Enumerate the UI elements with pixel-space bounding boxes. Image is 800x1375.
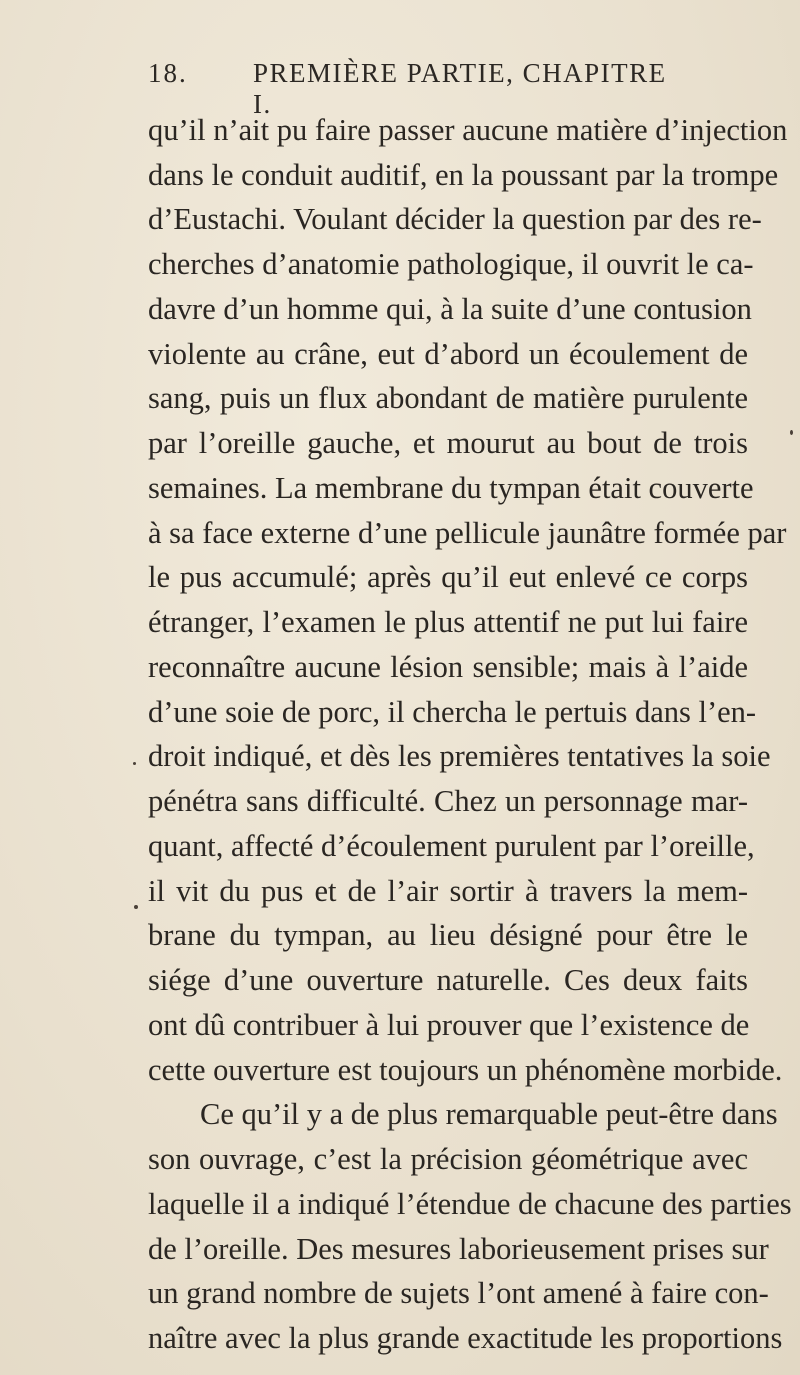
paragraph-start-line: Ce qu’il y a de plus remarquable peut-être dans <box>200 1097 778 1131</box>
text-line: droit indiqué, et dès les premières tentatives la soie <box>148 739 771 773</box>
text-line: d’une soie de porc, il chercha le pertuis dans l’en- <box>148 695 757 729</box>
paper-speck <box>134 905 138 909</box>
text-line: son ouvrage, c’est la précision géométrique avec <box>148 1142 748 1176</box>
text-line: cette ouverture est toujours un phénomène morbide. <box>148 1053 783 1087</box>
page-number: 18. <box>148 58 188 88</box>
text-line: reconnaître aucune lésion sensible; mais à l’aide <box>148 650 748 684</box>
text-line: quant, affecté d’écoulement purulent par l’oreille, <box>148 829 755 863</box>
text-line: qu’il n’ait pu faire passer aucune matière d’injection <box>148 113 788 147</box>
text-line: davre d’un homme qui, à la suite d’une contusion <box>148 292 752 326</box>
text-line: un grand nombre de sujets l’ont amené à faire con- <box>148 1276 769 1310</box>
text-line: cherches d’anatomie pathologique, il ouvrit le ca- <box>148 247 754 281</box>
text-line: ont dû contribuer à lui prouver que l’existence de <box>148 1008 750 1042</box>
text-line: brane du tympan, au lieu désigné pour être le <box>148 918 748 952</box>
text-line: d’Eustachi. Voulant décider la question par des re- <box>148 202 762 236</box>
text-line: le pus accumulé; après qu’il eut enlevé ce corps <box>148 560 748 594</box>
text-line: de l’oreille. Des mesures laborieusement prises sur <box>148 1232 769 1266</box>
text-line: violente au crâne, eut d’abord un écoulement de <box>148 337 748 371</box>
paper-speck <box>790 430 793 435</box>
running-header <box>148 58 688 119</box>
text-line: dans le conduit auditif, en la poussant par la trompe <box>148 158 779 192</box>
text-line: étranger, l’examen le plus attentif ne put lui faire <box>148 605 748 639</box>
text-line: siége d’une ouverture naturelle. Ces deux faits <box>148 963 748 997</box>
paper-speck <box>133 762 136 765</box>
text-line: semaines. La membrane du tympan était couverte <box>148 471 754 505</box>
text-line: sang, puis un flux abondant de matière purulente <box>148 381 748 415</box>
text-line: laquelle il a indiqué l’étendue de chacune des parties <box>148 1187 792 1221</box>
text-line: à sa face externe d’une pellicule jaunâtre formée par <box>148 516 787 550</box>
running-title: PREMIÈRE PARTIE, CHAPITRE I. <box>253 58 667 119</box>
text-line: il vit du pus et de l’air sortir à travers la mem- <box>148 874 748 908</box>
text-line: par l’oreille gauche, et mourut au bout de trois <box>148 426 748 460</box>
text-line: naître avec la plus grande exactitude les proportions <box>148 1321 783 1355</box>
text-line: pénétra sans difficulté. Chez un personnage mar- <box>148 784 748 818</box>
